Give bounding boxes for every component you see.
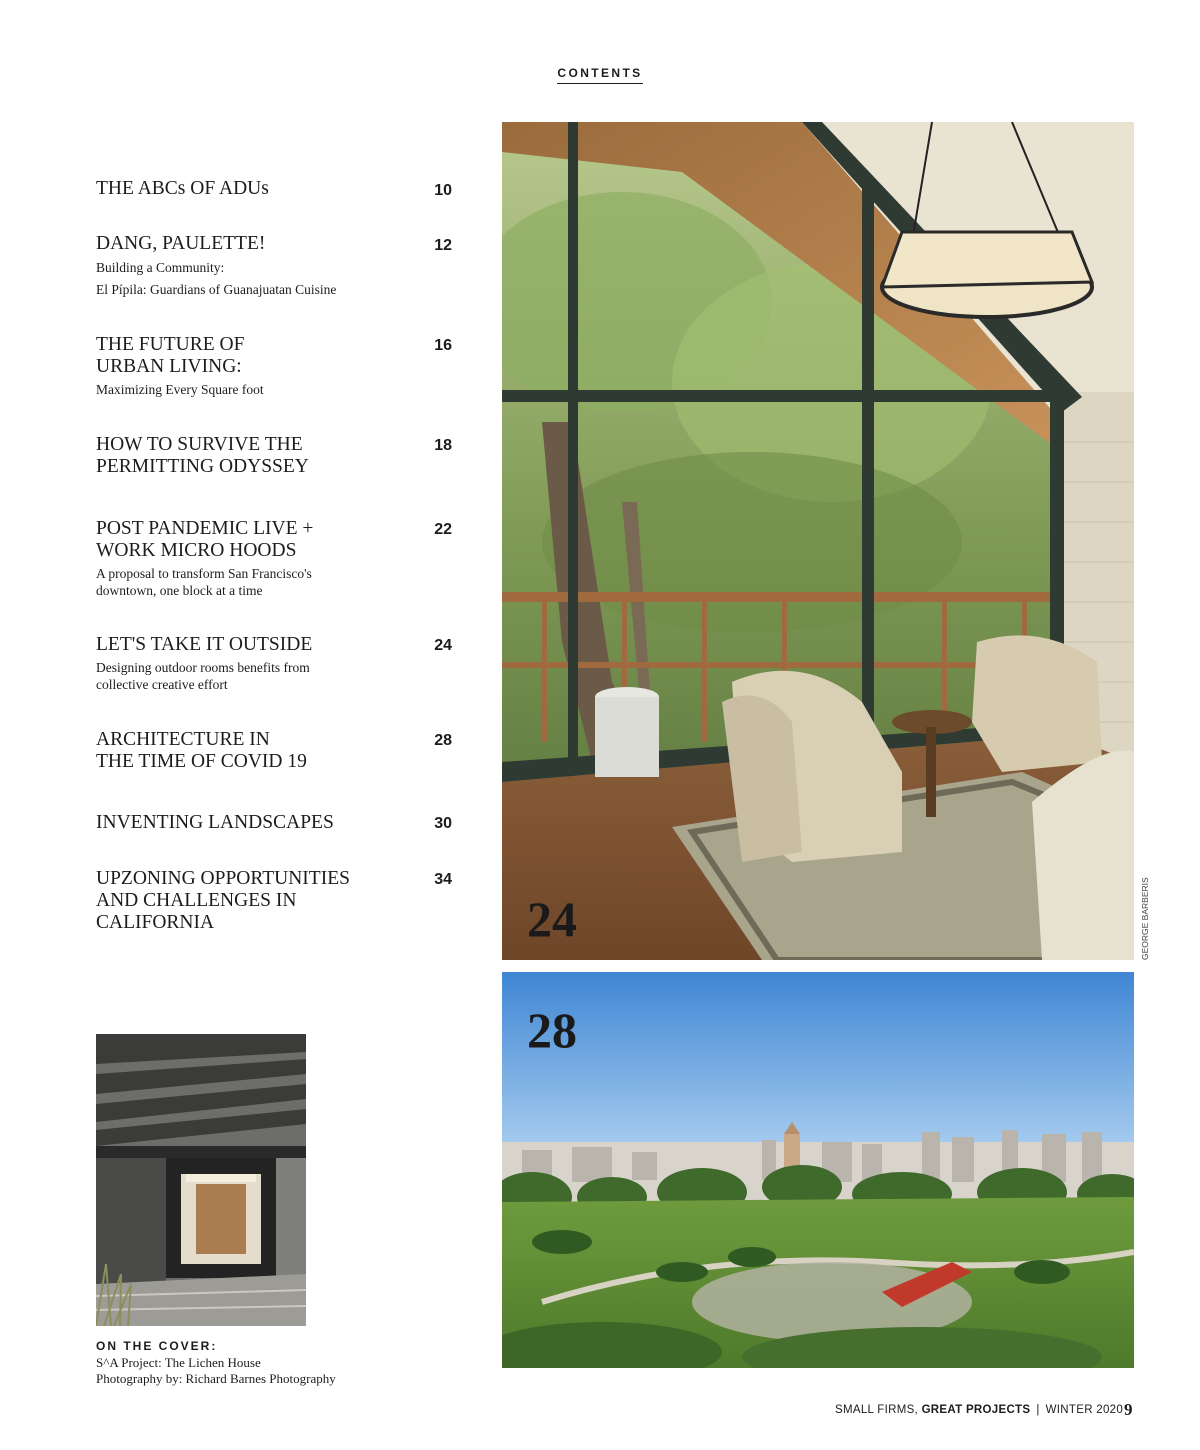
photo-page-number: 24 (527, 891, 577, 947)
toc-subtitle: Building a Community: El Pípila: Guardians of Guanajuatan Cuisine (96, 260, 337, 297)
toc-page-number: 24 (434, 637, 452, 654)
toc-page-number: 28 (434, 732, 452, 749)
toc-subtitle: A proposal to transform San Francisco's downtown, one block at a time (96, 566, 312, 598)
toc-entry[interactable] (96, 233, 456, 301)
toc-title: INVENTING LANDSCAPES (96, 812, 334, 833)
photo-page-number: 28 (527, 1002, 577, 1058)
footer-issue: WINTER 2020 (1045, 1404, 1124, 1416)
park-photo (502, 972, 1134, 1368)
cover-project: S^A Project: The Lichen House (96, 1355, 261, 1370)
toc-page-number: 22 (434, 521, 452, 538)
toc-entry[interactable] (96, 729, 456, 773)
contents-label: CONTENTS (557, 66, 642, 84)
footer-prefix: SMALL FIRMS, (835, 1404, 919, 1416)
toc-title: POST PANDEMIC LIVE + WORK MICRO HOODS (96, 518, 314, 561)
cover-label: ON THE COVER: (96, 1339, 218, 1353)
contents-header (0, 64, 1200, 84)
toc-entry[interactable] (96, 518, 456, 599)
page-number: 9 (1124, 1400, 1133, 1419)
toc-page-number: 18 (434, 437, 452, 454)
toc-title: LET'S TAKE IT OUTSIDE (96, 634, 313, 655)
toc-page-number: 10 (434, 182, 452, 199)
interior-photo (502, 122, 1134, 960)
photo-credit-text: GEORGE BARBERIS (1140, 877, 1150, 960)
toc-title: THE ABCs OF ADUs (96, 178, 269, 199)
toc-entry[interactable] (96, 178, 456, 200)
toc-entry[interactable] (96, 434, 456, 478)
toc-entry[interactable] (96, 634, 456, 693)
cover-photo-illustration (96, 1034, 306, 1326)
footer-title-bold: GREAT PROJECTS (921, 1404, 1031, 1416)
toc-subtitle: Maximizing Every Square foot (96, 382, 264, 397)
cover-photo (96, 1034, 306, 1326)
toc-title: THE FUTURE OF URBAN LIVING: (96, 334, 245, 377)
toc-title: HOW TO SURVIVE THE PERMITTING ODYSSEY (96, 434, 309, 477)
cover-photography: Photography by: Richard Barnes Photography (96, 1371, 336, 1386)
toc-entry[interactable] (96, 812, 456, 834)
toc-page-number: 30 (434, 815, 452, 832)
toc-entry[interactable] (96, 334, 456, 399)
park-photo-illustration (502, 972, 1134, 1368)
footer-separator: | (1036, 1404, 1040, 1416)
toc-entry[interactable] (96, 868, 456, 934)
toc-page-number: 16 (434, 337, 452, 354)
interior-photo-illustration (502, 122, 1134, 960)
footer-publication (835, 1404, 1123, 1416)
toc-page-number: 34 (434, 871, 452, 888)
toc-page-number: 12 (434, 237, 452, 254)
toc-title: ARCHITECTURE IN THE TIME OF COVID 19 (96, 729, 307, 772)
toc-subtitle: Designing outdoor rooms benefits from collective creative effort (96, 660, 310, 692)
toc-title: DANG, PAULETTE! (96, 233, 266, 254)
toc-title: UPZONING OPPORTUNITIES AND CHALLENGES IN CALIFORNIA (96, 868, 350, 933)
photo-credit (1140, 877, 1150, 1080)
